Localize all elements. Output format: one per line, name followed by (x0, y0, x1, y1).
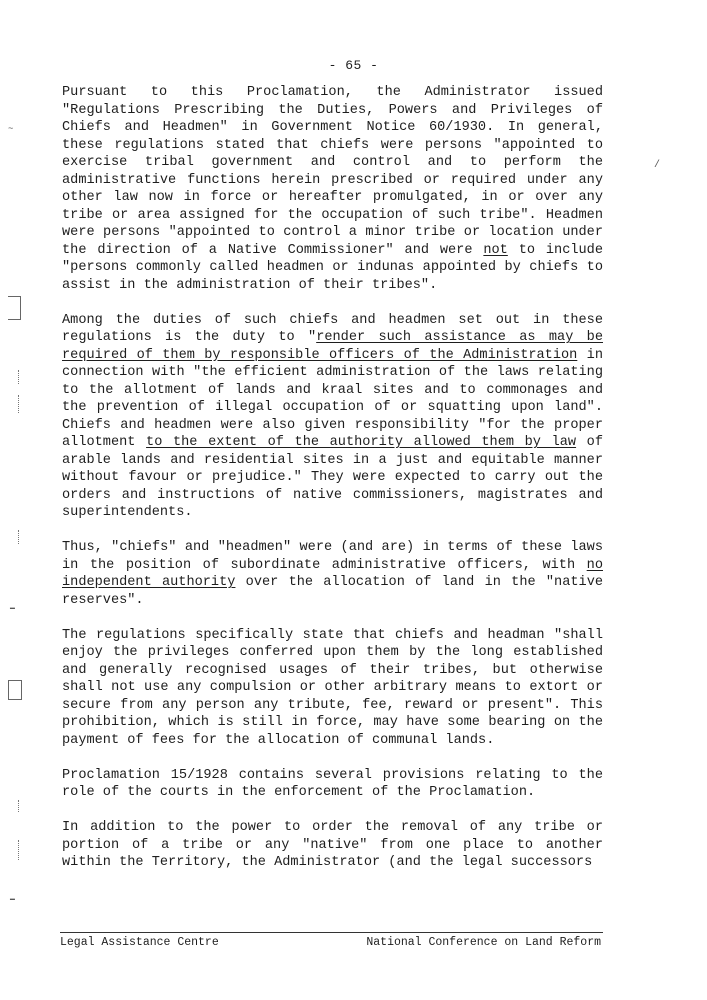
paragraph-5 (62, 767, 603, 802)
paragraph-2-text: Among the duties of such chiefs and headmen set out in these regulations is the duty to " (62, 312, 603, 345)
paragraph-3-underline-independent: no independent authority (62, 557, 603, 590)
paragraph-3-text-end: over the allocation of land in the "native reserves". (62, 575, 604, 608)
margin-dotted-mark (18, 800, 21, 812)
paragraph-1-text-end: to include "persons commonly called headmen or indunas appointed by chiefs to assist in the administration of their tribes". (62, 242, 603, 293)
margin-dotted-mark (18, 840, 21, 860)
margin-scan-mark: ━ (10, 605, 15, 614)
paragraph-3-text: Thus, "chiefs" and "headmen" were (and are) in terms of these laws in the position of subordinate administrative officers, with (62, 540, 603, 573)
margin-scan-mark: ━ (10, 896, 15, 905)
footer-right-text: National Conference on Land Reform (366, 936, 601, 949)
footer-left-text: Legal Assistance Centre (60, 936, 219, 949)
margin-dotted-mark (18, 530, 21, 544)
paragraph-4 (62, 627, 603, 750)
paragraph-6-text: In addition to the power to order the removal of any tribe or portion of a tribe or any "native" from one place to another within the Territory, the Administrator (and the legal successors (62, 820, 603, 870)
paragraph-2 (62, 312, 603, 522)
body-text (62, 84, 603, 889)
paragraph-1-text: Pursuant to this Proclamation, the Administrator issued "Regulations Prescribing the Duties, Powers and Privileges of Chiefs and Headmen" in Government Notice 60/1930. In general, these regulations stated that chiefs were persons "appointed to exercise tribal government and control and to perform the administrative functions herein prescribed or required under any other law now in force or hereafter promulgated, in or over any tribe or area assigned for the occupation of such tribe". Headmen were persons "appointed to control a minor tribe or location under the direction of a Native Commissioner" and were (62, 85, 603, 258)
paragraph-2-underline-assistance: render such assistance as may be required of them by responsible officers of the Administration (62, 330, 603, 363)
paragraph-2-text-mid: in connection with "the efficient administration of the laws relating to the allotment of lands and kraal sites and to commonages and the prevention of illegal occupation of or squatting upon land". Chiefs and headmen were also given responsibility "for the proper allotment (62, 347, 603, 450)
paragraph-1 (62, 84, 603, 294)
margin-scan-mark: / (654, 160, 661, 171)
paragraph-2-underline-authority: to the extent of the authority allowed them by law (146, 435, 577, 450)
page-number: - 65 - (328, 58, 379, 73)
paragraph-5-text: Proclamation 15/1928 contains several provisions relating to the role of the courts in the enforcement of the Proclamation. (62, 767, 603, 800)
paragraph-6 (62, 819, 603, 872)
paragraph-2-text-end: of arable lands and residential sites in a just and equitable manner without favour or prejudice." They were expected to carry out the orders and instructions of native commissioners, magistrates and superintendents. (62, 435, 603, 520)
margin-bracket-mark (8, 296, 21, 320)
footer-rule (60, 932, 603, 933)
margin-dotted-mark (18, 395, 21, 413)
margin-bracket-mark (8, 680, 22, 700)
paragraph-3 (62, 539, 603, 609)
margin-scan-mark: ~ (8, 124, 14, 134)
margin-dotted-mark (18, 370, 21, 384)
paragraph-1-underline-not: not (483, 242, 508, 258)
paragraph-4-text: The regulations specifically state that chiefs and headman "shall enjoy the privileges conferred upon them by the long established and generally recognised usages of their tribes, but otherwise shall not use any compulsion or other arbitrary means to extort or secure from any person any tribute, fee, reward or present". This prohibition, which is still in force, may have some bearing on the payment of fees for the allocation of communal lands. (62, 627, 603, 748)
